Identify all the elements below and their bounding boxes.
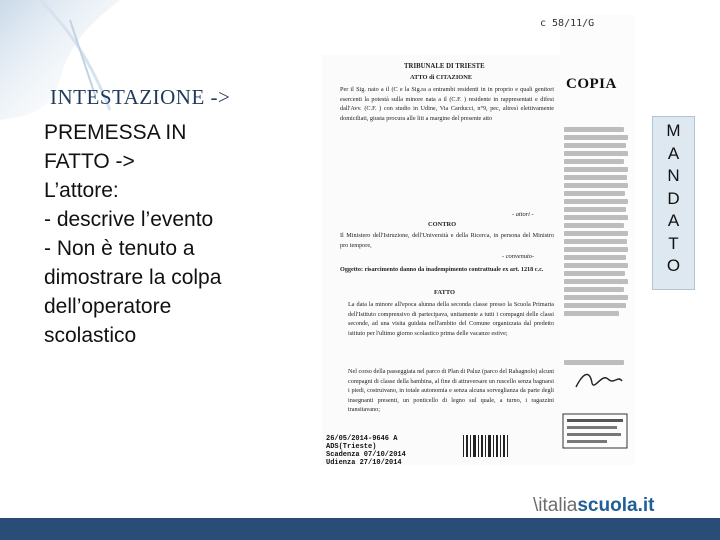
handwritten-note: c 58/11/G xyxy=(540,18,595,29)
mandato-letter: A xyxy=(667,211,680,230)
body-line: - descrive l’evento xyxy=(44,208,214,231)
body-line: PREMESSA IN xyxy=(44,121,187,144)
stamp-line: Scadenza 07/10/2014 xyxy=(326,451,406,459)
mandato-vertical-label xyxy=(652,116,695,290)
subject-line: Oggetto: risarcimento danno da inadempimento contrattuale ex art. 1218 c.c. xyxy=(340,266,544,273)
body-line: scolastico xyxy=(44,324,137,347)
copia-stamp: COPIA xyxy=(566,76,617,92)
mandato-letter: N xyxy=(667,166,680,185)
fact-point-2: Nel corso della passeggiata nel parco di Plan di Paluz (parco del Rahagnolo) alcuni compagni di classe della bambina, al fine di attraversare un ruscello senza bagnarsi i piedi, costruivano, in totale autonomia e senza alcuna sorveglianza da parte degli insegnanti presenti, un ponticello di legno sul quale, a turno, i ragazzini transitavano; xyxy=(348,368,555,413)
italiascuola-logo xyxy=(533,495,654,517)
body-line: L’attore: xyxy=(44,179,119,202)
body-line: - Non è tenuto a xyxy=(44,237,195,260)
body-line: dell’operatore xyxy=(44,295,172,318)
mandato-letter: T xyxy=(668,233,679,253)
intro-paragraph: Per il Sig. nato a il (C e la Sig.ra a entrambi residenti in in proprio e quali genitori esercenti la potestà sulla minore nata a il (C.F. ) residente in rappresentati e difesi dall'Avv. (C.F. ) con studio in Udine, Via Carducci, n°9, pec, altresì elettivamente domiciliati, giusta procura alle liti a margine del presente atto xyxy=(340,86,554,122)
slide-title: INTESTAZIONE -> xyxy=(50,85,231,109)
registration-stamp xyxy=(326,435,406,465)
fact-point-1: La data la minore all'epoca alunna della seconda classe presso la Scuola Primaria dell'Istituto comprensivo di partecipava, unitamente a tutti i compagni delle classi seconde, ad una visita guidata nell'ambito del Comune organizzata dal predetto istituto per l'ultimo giorno scolastico prima delle vacanze estive; xyxy=(348,301,554,337)
fatto-heading: FATTO xyxy=(434,289,455,296)
logo-suffix: .it xyxy=(637,495,655,516)
defendant-paragraph: Il Ministero dell'Istruzione, dell'Università e della Ricerca, in persona del Ministro pro tempore, xyxy=(340,232,554,249)
defendant-role: - convenuto- xyxy=(502,253,535,260)
logo-prefix: \italia xyxy=(533,495,578,516)
barcode-icon xyxy=(462,433,512,463)
mandato-letter: A xyxy=(667,143,680,163)
party-role: - attori - xyxy=(512,211,534,218)
scanned-citation-document xyxy=(322,55,560,465)
logo-brand: scuola xyxy=(577,495,638,516)
court-name: TRIBUNALE DI TRIESTE xyxy=(404,63,485,70)
signature-icon xyxy=(574,367,624,393)
slide-body xyxy=(44,118,294,350)
body-line: dimostrare la colpa xyxy=(44,266,222,289)
mandato-letter: O xyxy=(666,256,681,275)
act-title: ATTO di CITAZIONE xyxy=(410,74,473,81)
mandato-letter: D xyxy=(667,188,680,208)
lawyer-stamp-icon xyxy=(562,413,628,449)
stamp-line: ADS(Trieste) xyxy=(326,443,377,451)
mandato-letter: M xyxy=(666,121,681,140)
contro-heading: CONTRO xyxy=(428,221,457,228)
stamp-line: 26/05/2014-9646 A xyxy=(326,435,398,443)
stamp-line: Udienza 27/10/2014 xyxy=(326,459,402,465)
footer-bar xyxy=(0,518,720,540)
body-line: FATTO -> xyxy=(44,150,135,173)
